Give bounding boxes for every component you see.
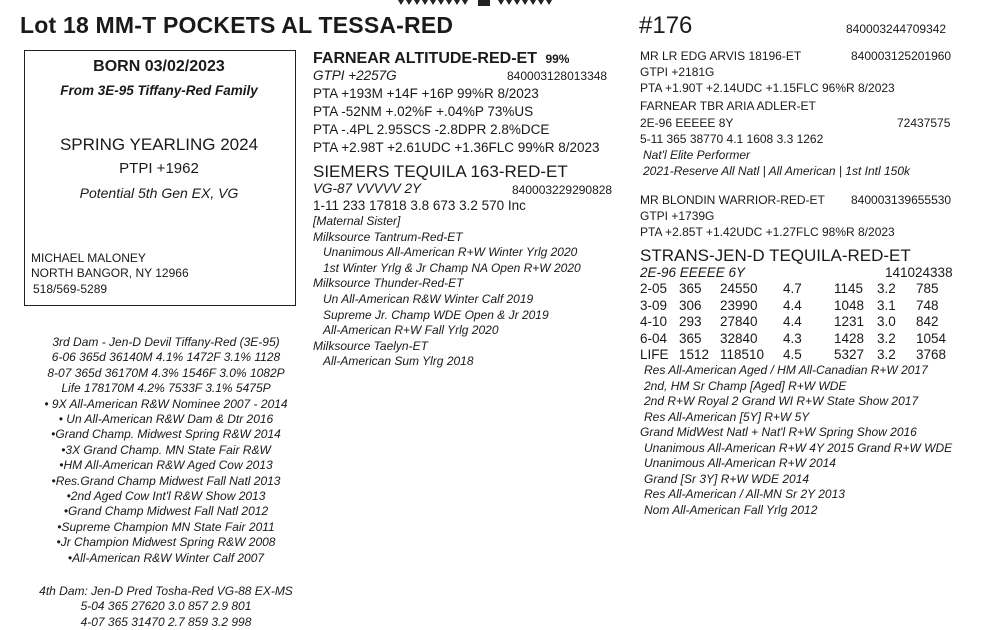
sire-gtpi: GTPI +2257G	[313, 68, 397, 83]
record-cell: 3.0	[877, 314, 896, 329]
sire-id: 840003128013348	[507, 69, 608, 83]
record-cell: 1054	[916, 330, 947, 346]
dam-record: 1-11 233 17818 3.8 673 3.2 570 Inc	[313, 198, 526, 213]
dam-relative-line: Milksource Taelyn-ET	[313, 338, 428, 353]
sire-pta-line: PTA -.4PL 2.95SCS -2.8DPR 2.8%DCE	[313, 122, 550, 137]
dam-id: 840003229290828	[512, 183, 613, 197]
third-dam-line: 3rd Dam - Jen-D Devil Tiffany-Red (3E-95)	[52, 335, 280, 349]
third-dam-line: •3X Grand Champ. MN State Fair R&W	[61, 442, 271, 457]
third-dam-line: •2nd Aged Cow Int'l R&W Show 2013	[66, 489, 266, 504]
honor-line: Nom All-American Fall Yrlg 2012	[644, 502, 818, 517]
dam-relative-line: Milksource Tantrum-Red-ET	[313, 229, 463, 244]
consignor-name: MICHAEL MALONEY	[31, 251, 146, 265]
third-dam-line: 8-07 365d 36170M 4.3% 1546F 3.0% 1082P	[47, 365, 285, 380]
honor-line: Grand MidWest Natl + Nat'l R+W Spring Show 2016	[640, 425, 917, 439]
sire-pta-block	[313, 85, 600, 157]
honor-line: Res All-American Aged / HM All-Canadian R+W 2017	[644, 363, 928, 377]
dam-relative-line: All-American R+W Fall Yrlg 2020	[323, 323, 499, 338]
sire-pta-line: PTA +193M +14F +16P 99%R 8/2023	[313, 86, 539, 101]
dam-of-sire-name: FARNEAR TBR ARIA ADLER-ET	[640, 99, 816, 113]
dam-of-dam-name: STRANS-JEN-D TEQUILA-RED-ET	[640, 246, 911, 265]
born-date: BORN 03/02/2023	[93, 58, 225, 75]
animal-id: 840003244709342	[846, 22, 947, 36]
record-cell: 27840	[720, 314, 758, 329]
dam-of-sire-id: 72437575	[897, 116, 951, 130]
sire-of-dam-pta: PTA +2.85T +1.42UDC +1.27FLC 98%R 8/2023	[640, 225, 895, 239]
fourth-dam-block	[20, 584, 312, 630]
record-cell: 1428	[834, 330, 865, 346]
sire-of-sire-pta: PTA +1.90T +2.14UDC +1.15FLC 96%R 8/2023	[640, 81, 895, 95]
consignor-phone: 518/569-5289	[33, 282, 108, 296]
record-cell: 1512	[679, 347, 710, 362]
record-cell: 5327	[834, 347, 865, 362]
info-box	[24, 50, 296, 306]
record-cell: 3.2	[877, 330, 896, 346]
fourth-dam-line: 5-04 365 27620 3.0 857 2.9 801	[80, 599, 252, 614]
record-cell: 365	[679, 281, 702, 296]
record-cell: 3-09	[640, 297, 668, 313]
dam-of-sire-honors: 2021-Reserve All Natl | All American | 1st Intl 150k	[643, 164, 911, 178]
sire-pta-line: PTA +2.98T +2.61UDC +1.36FLC 99%R 8/2023	[313, 140, 600, 155]
honor-line: Unanimous All-American R+W 4Y 2015 Grand R+W WDE	[644, 440, 953, 455]
record-cell: 306	[679, 297, 702, 313]
dam-of-dam-score: 2E-96 EEEEE 6Y	[640, 265, 746, 280]
record-cell: 4.7	[783, 281, 802, 296]
record-cell: 118510	[720, 347, 765, 362]
dam-of-sire-score: 2E-96 EEEEE 8Y	[640, 116, 734, 130]
sire-name-text: FARNEAR ALTITUDE-RED-ET	[313, 50, 537, 67]
dam-of-dam-id: 141024338	[885, 265, 953, 280]
dam-relative-line: Supreme Jr. Champ WDE Open & Jr 2019	[323, 307, 549, 322]
record-cell: 2-05	[640, 281, 668, 296]
sire-of-dam-name: MR BLONDIN WARRIOR-RED-ET	[640, 193, 825, 207]
honor-line: Unanimous All-American R+W 2014	[644, 456, 836, 470]
record-cell: 1231	[834, 314, 865, 329]
sire-of-dam-gtpi: GTPI +1739G	[640, 209, 715, 223]
third-dam-line: • Un All-American R&W Dam & Dtr 2016	[58, 412, 274, 427]
dam-relative-line: [Maternal Sister]	[313, 214, 401, 228]
record-cell: 293	[679, 314, 702, 329]
record-cell: 24550	[720, 281, 758, 296]
consignor-city: NORTH BANGOR, NY 12966	[31, 266, 189, 280]
record-cell: 4.4	[783, 297, 802, 313]
record-cell: 785	[916, 281, 939, 296]
fourth-dam-line: 4-07 365 31470 2.7 859 3.2 998	[80, 614, 252, 629]
record-cell: 32840	[720, 330, 758, 346]
honor-line: Res All-American [5Y] R+W 5Y	[644, 409, 810, 424]
record-cell: 1145	[834, 281, 864, 296]
lot-title: Lot 18 MM-T POCKETS AL TESSA-RED	[20, 12, 454, 38]
record-cell: 748	[916, 297, 939, 313]
dam-of-sire-record: 5-11 365 38770 4.1 1608 3.3 1262	[640, 132, 824, 146]
record-cell: 3.2	[877, 281, 896, 296]
record-cell: 4.5	[783, 347, 802, 362]
record-cell: 3.2	[877, 347, 896, 362]
record-cell: 4.4	[783, 314, 802, 329]
dam-relatives	[313, 214, 581, 370]
honor-line: 2nd, HM Sr Champ [Aged] R+W WDE	[644, 378, 847, 393]
third-dam-line: •Grand Champ. Midwest Spring R&W 2014	[51, 427, 281, 442]
sire-name	[313, 50, 569, 68]
ptpi-value: PTPI +1962	[119, 160, 199, 177]
family-line: From 3E-95 Tiffany-Red Family	[60, 83, 258, 98]
dam-relative-line: Unanimous All-American R+W Winter Yrlg 2020	[323, 245, 578, 260]
record-cell: 23990	[720, 297, 758, 313]
potential-line: Potential 5th Gen EX, VG	[79, 185, 239, 201]
sire-of-sire-name: MR LR EDG ARVIS 18196-ET	[640, 49, 802, 63]
honor-line: 2nd R+W Royal 2 Grand WI R+W State Show 2017	[644, 394, 919, 408]
third-dam-line: • 9X All-American R&W Nominee 2007 - 2014	[44, 396, 288, 411]
record-cell: 6-04	[640, 330, 668, 346]
honor-line: Grand [Sr 3Y] R+W WDE 2014	[644, 471, 810, 486]
third-dam-line: •All-American R&W Winter Calf 2007	[67, 550, 265, 565]
third-dam-line: •Res.Grand Champ Midwest Fall Natl 2013	[51, 473, 281, 488]
record-cell: 4.3	[783, 330, 802, 346]
ornament-border	[398, 0, 554, 6]
lot-number: #176	[639, 12, 693, 39]
sire-reliability: 99%	[545, 52, 570, 66]
sire-pta-line: PTA -52NM +.02%F +.04%P 73%US	[313, 104, 534, 119]
sire-of-sire-id: 840003125201960	[851, 49, 952, 63]
record-cell: 365	[679, 330, 702, 346]
record-cell: 1048	[834, 297, 865, 313]
third-dam-line: •HM All-American R&W Aged Cow 2013	[59, 458, 273, 473]
honor-line: Res All-American / All-MN Sr 2Y 2013	[644, 487, 845, 501]
dam-relative-line: All-American Sum Ylrg 2018	[323, 354, 474, 369]
dam-of-dam-honors	[640, 363, 952, 518]
third-dam-line: Life 178170M 4.2% 7533F 3.1% 5475P	[61, 381, 271, 396]
dam-relative-line: 1st Winter Yrlg & Jr Champ NA Open R+W 2020	[323, 260, 581, 275]
sire-of-dam-id: 840003139655530	[851, 193, 952, 207]
third-dam-line: •Jr Champion Midwest Spring R&W 2008	[56, 535, 276, 550]
third-dam-line: •Supreme Champion MN State Fair 2011	[57, 519, 275, 534]
record-cell: 4-10	[640, 314, 668, 329]
dam-score: VG-87 VVVVV 2Y	[313, 181, 422, 196]
record-cell: 3.1	[877, 297, 896, 313]
record-cell: LIFE	[640, 347, 669, 362]
class-label: SPRING YEARLING 2024	[59, 135, 259, 154]
dam-name: SIEMERS TEQUILA 163-RED-ET	[313, 162, 568, 181]
dam-of-sire-title: Nat'l Elite Performer	[643, 148, 750, 162]
third-dam-line: •Grand Champ Midwest Fall Natl 2012	[63, 504, 269, 519]
dam-relative-line: Un All-American R&W Winter Calf 2019	[323, 291, 534, 306]
record-cell: 842	[916, 314, 939, 329]
third-dam-block	[20, 335, 312, 566]
third-dam-line: 6-06 365d 36140M 4.1% 1472F 3.1% 1128	[51, 350, 281, 365]
record-cell: 3768	[916, 347, 947, 362]
sire-of-sire-gtpi: GTPI +2181G	[640, 65, 715, 79]
dam-relative-line: Milksource Thunder-Red-ET	[313, 276, 464, 291]
fourth-dam-line: 4th Dam: Jen-D Pred Tosha-Red VG-88 EX-MS	[39, 584, 293, 598]
